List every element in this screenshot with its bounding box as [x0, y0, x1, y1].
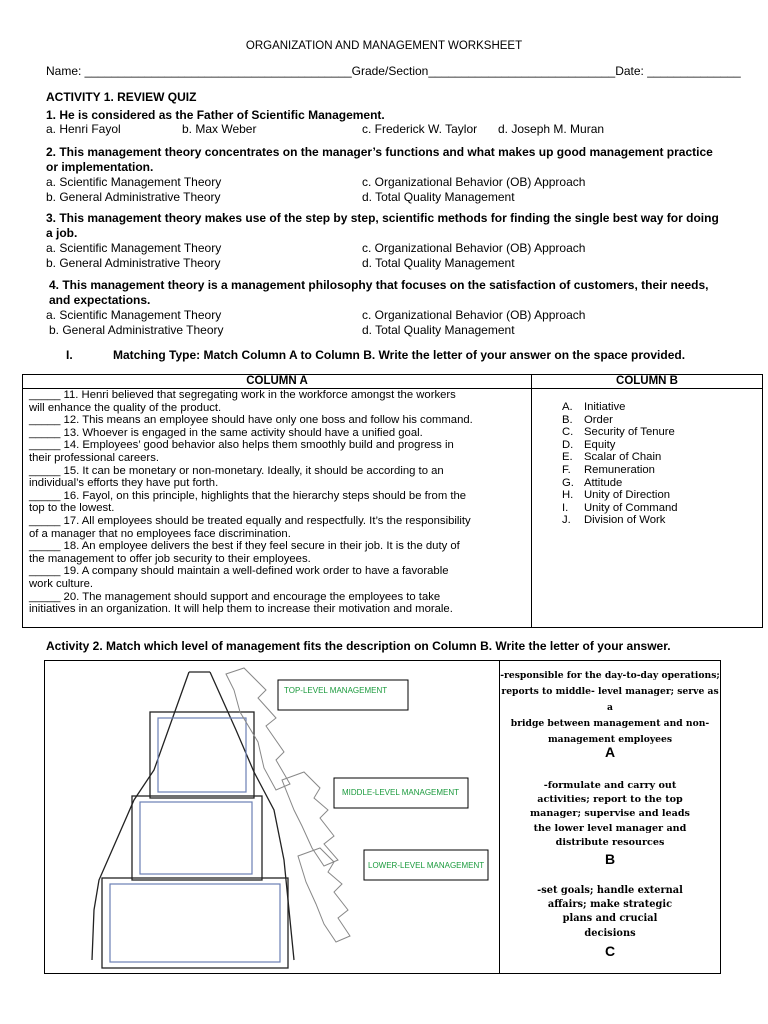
activity2-heading: Activity 2. Match which level of management fits the description on Column B. Write the letter of your answer.: [46, 639, 671, 653]
description-line: activities; report to the top: [537, 794, 683, 806]
q3-option-d: d. Total Quality Management: [362, 256, 515, 270]
description-line: reports to middle- level manager; serve as a: [501, 686, 719, 713]
top-level-label-box: [278, 680, 408, 710]
column-a-line: initiatives in an organization. It will help them to increase their motivation and morale.: [29, 603, 453, 616]
column-b-text: Unity of Direction: [584, 489, 671, 502]
activity1-heading: ACTIVITY 1. REVIEW QUIZ: [46, 90, 197, 104]
matching-numeral: I.: [66, 348, 73, 362]
column-b-letter: J.: [562, 514, 571, 527]
column-a-line: _____ 11. Henri believed that segregating work in the workforce amongst the workers: [29, 389, 456, 401]
column-b-letter: G.: [562, 476, 574, 489]
description-line: -formulate and carry out: [543, 780, 677, 791]
column-a-line: individual’s efforts they have put forth.: [29, 477, 219, 490]
column-a-line: work culture.: [29, 577, 94, 590]
description-a: [500, 668, 720, 748]
question-1: 1. He is considered as the Father of Scientific Management.: [46, 108, 385, 122]
q2-option-a: a. Scientific Management Theory: [46, 175, 222, 189]
column-b-letter: B.: [562, 413, 573, 426]
question-3: 3. This management theory makes use of the step by step, scientific methods for finding the single best way for doing a job.: [46, 211, 719, 240]
description-line: plans and crucial: [562, 913, 658, 925]
column-b-item: [562, 514, 762, 527]
column-b-letter: A.: [562, 401, 573, 413]
column-b-item: [562, 489, 762, 502]
column-a-line: the management to offer job security to their employees.: [29, 552, 311, 565]
column-a-cell: [23, 389, 532, 628]
column-a-header: COLUMN A: [23, 375, 532, 389]
description-line: the lower level manager and: [533, 822, 687, 834]
description-b: [500, 779, 720, 850]
column-a-line: _____ 15. It can be monetary or non-monetary. Ideally, it should be according to an: [29, 464, 444, 477]
description-letter-c: C: [604, 943, 616, 959]
column-a-line: _____ 17. All employees should be treated equally and respectfully. It’s the responsibility: [29, 514, 471, 527]
column-a-line: of a manager that no employees face discrimination.: [29, 527, 291, 540]
column-b-item: [562, 477, 762, 490]
description-c: [500, 884, 720, 941]
q1-option-d: d. Joseph M. Muran: [498, 122, 605, 136]
column-b-item: [562, 401, 762, 414]
q3-option-a: a. Scientific Management Theory: [46, 241, 222, 255]
lower-level-frame: [102, 878, 288, 968]
column-b-item: [562, 464, 762, 477]
column-a-line: _____ 14. Employees’ good behavior also helps them smoothly build and progress in: [29, 439, 454, 452]
description-line: affairs; make strategic: [547, 899, 673, 911]
q1-option-b: b. Max Weber: [182, 122, 257, 136]
column-b-text: Attitude: [584, 476, 623, 489]
column-a-line: _____ 12. This means an employee should have only one boss and follow his command.: [29, 414, 473, 427]
column-a-line: _____ 18. An employee delivers the best if they feel secure in their job. It is the duty of: [29, 540, 460, 553]
column-a-line: will enhance the quality of the product.: [29, 401, 222, 414]
column-a-items: [23, 389, 531, 616]
column-b-letter: H.: [562, 489, 574, 502]
column-b-header: COLUMN B: [532, 375, 763, 389]
column-b-item: [562, 439, 762, 452]
column-b-letter: D.: [562, 438, 574, 451]
column-b-text: Security of Tenure: [584, 426, 675, 439]
question-4: 4. This management theory is a management philosophy that focuses on the satisfaction of customers, their needs, and expectations.: [49, 278, 709, 307]
q2-option-d: d. Total Quality Management: [362, 190, 515, 204]
column-b-text: Equity: [584, 438, 616, 451]
column-b-letter: E.: [562, 451, 573, 464]
column-b-text: Division of Work: [584, 514, 666, 527]
description-letter-b: B: [604, 851, 616, 867]
column-a-line: _____ 19. A company should maintain a well-defined work order to have a favorable: [29, 565, 449, 578]
question-2: 2. This management theory concentrates on the manager’s functions and what makes up good management practice or implementation.: [46, 145, 713, 174]
description-line: management employees: [547, 734, 673, 745]
lower-level-label: LOWER-LEVEL MANAGEMENT: [368, 861, 485, 870]
column-b-item: [562, 426, 762, 439]
middle-level-frame: [132, 796, 262, 880]
q3-option-b: b. General Administrative Theory: [46, 256, 221, 270]
column-b-letter: I.: [562, 501, 569, 514]
q4-option-a: a. Scientific Management Theory: [46, 308, 222, 322]
column-a-line: _____ 13. Whoever is engaged in the same activity should have a unified goal.: [29, 426, 423, 439]
column-a-line: _____ 20. The management should support and encourage the employees to take: [29, 590, 441, 603]
column-a-line: top to the lowest.: [29, 502, 115, 515]
description-line: manager; supervise and leads: [530, 808, 690, 820]
column-b-text: Initiative: [584, 401, 626, 413]
top-level-frame: [150, 712, 254, 798]
q3-option-c: c. Organizational Behavior (OB) Approach: [362, 241, 586, 255]
description-line: decisions: [584, 927, 636, 939]
column-a-line: _____ 16. Fayol, on this principle, highlights that the hierarchy steps should be from the: [29, 489, 467, 502]
column-b-letter: C.: [562, 426, 574, 439]
description-line: -set goals; handle external: [537, 885, 683, 896]
description-line: bridge between management and non-: [510, 718, 710, 729]
description-letter-a: A: [604, 744, 616, 760]
column-b-text: Unity of Command: [584, 501, 678, 514]
column-b-text: Order: [584, 413, 613, 426]
management-pyramid-diagram: [44, 660, 500, 976]
column-b-item: [562, 451, 762, 464]
q4-option-b: b. General Administrative Theory: [49, 323, 224, 337]
worksheet-title: ORGANIZATION AND MANAGEMENT WORKSHEET: [245, 40, 523, 52]
q4-option-d: d. Total Quality Management: [362, 323, 515, 337]
column-b-cell: [532, 389, 763, 628]
column-b-text: Remuneration: [584, 463, 655, 476]
column-b-items: [562, 401, 762, 527]
q2-option-c: c. Organizational Behavior (OB) Approach: [362, 175, 586, 189]
description-line: distribute resources: [555, 836, 665, 848]
student-info-line: Name: ________________________________________Grade/Section____________________________Date: ______________: [46, 64, 741, 78]
matching-table: [22, 374, 763, 628]
description-line: -responsible for the day-to-day operations;: [500, 670, 720, 681]
q1-option-a: a. Henri Fayol: [46, 122, 121, 136]
column-b-text: Scalar of Chain: [584, 451, 662, 464]
matching-heading: Matching Type: Match Column A to Column B. Write the letter of your answer on the space provided.: [113, 348, 686, 362]
q1-option-c: c. Frederick W. Taylor: [362, 122, 478, 136]
column-b-item: [562, 414, 762, 427]
q4-option-c: c. Organizational Behavior (OB) Approach: [362, 308, 586, 322]
q2-option-b: b. General Administrative Theory: [46, 190, 221, 204]
top-level-label: TOP-LEVEL MANAGEMENT: [284, 686, 388, 695]
column-b-item: [562, 502, 762, 515]
middle-level-label: MIDDLE-LEVEL MANAGEMENT: [342, 788, 460, 797]
column-b-letter: F.: [562, 463, 571, 476]
column-a-line: their professional careers.: [29, 451, 159, 464]
